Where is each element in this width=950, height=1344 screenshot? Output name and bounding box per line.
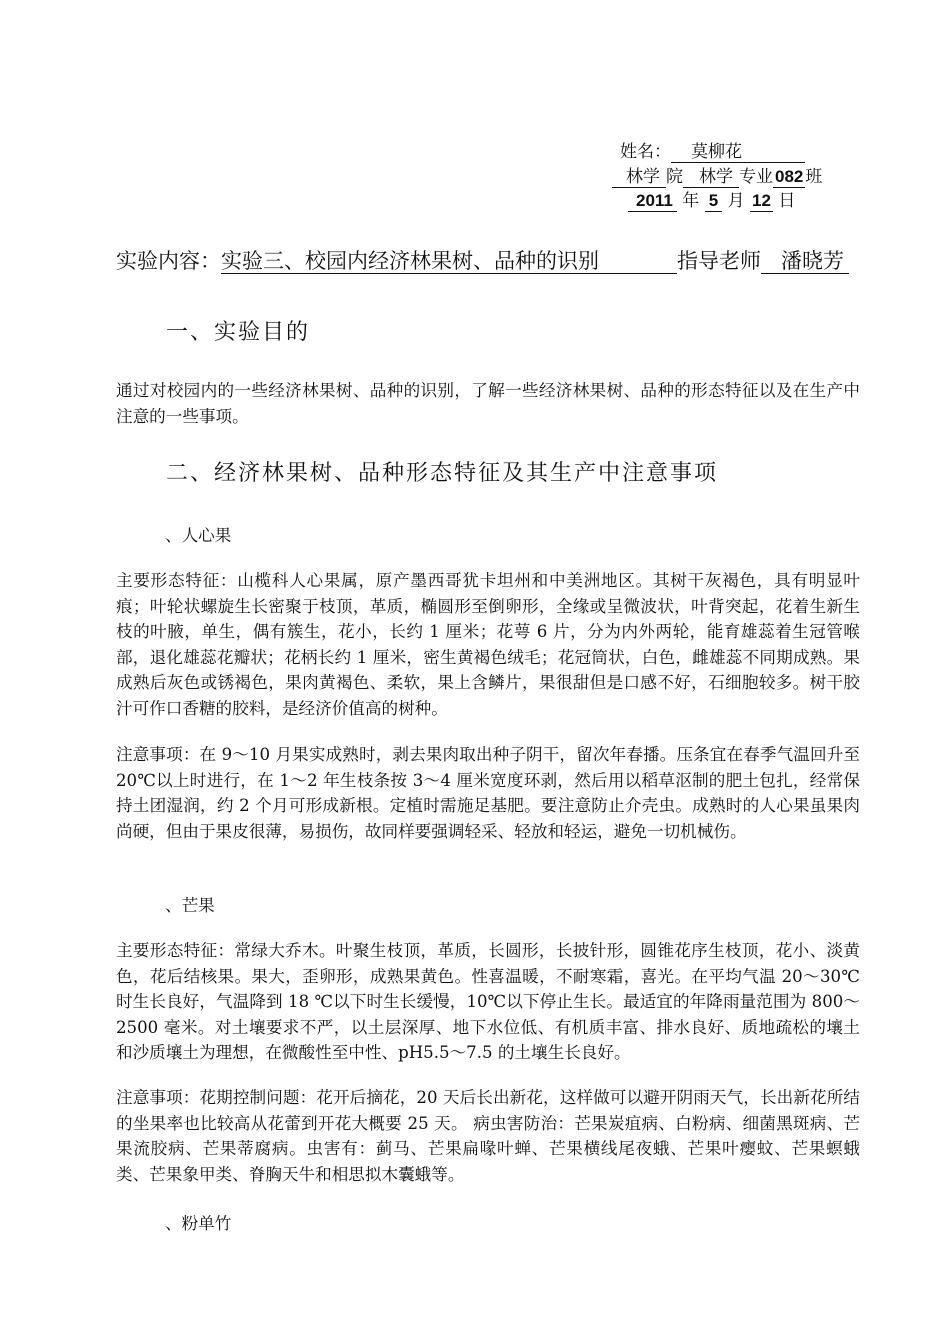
major-value: 林学 [683, 168, 739, 188]
student-name-line [620, 140, 805, 164]
sapodilla-features: 主要形态特征：山榄科人心果属，原产墨西哥犹卡坦州和中美洲地区。其树干灰褐色，具有明显叶痕；叶轮状螺旋生长密聚于枝顶，革质，椭圆形至倒卵形，全缘或呈微波状，叶背突起，花着生新生枝的叶腋，单生，偶有簇生，花小，长约 1 厘米；花萼 6 片，分为内外两轮，能育雄蕊着生冠管喉部，退化雄蕊花瓣状；花柄长约 1 厘米，密生黄褐色绒毛；花冠筒状，白色，雌雄蕊不同期成熟。果成熟后灰色或锈褐色，果肉黄褐色、柔软，果上含鳞片，果很甜但是口感不好，石细胞较多。树干胶汁可作口香糖的胶料，是经济价值高的树种。 [116, 571, 860, 718]
section-heading-purpose: 一、实验目的 [166, 320, 311, 345]
item-title-sapodilla: 、人心果 [165, 526, 232, 545]
teacher-name: 潘晓芳 [761, 250, 849, 274]
college-major-line [612, 165, 822, 189]
teacher-label: 指导老师 [677, 249, 761, 273]
name-label: 姓名： [620, 142, 671, 162]
experiment-line [116, 246, 849, 276]
date-day: 12 [751, 191, 771, 210]
student-name: 莫柳花 [671, 143, 805, 163]
mango-features: 主要形态特征：常绿大乔木。叶聚生枝顶，革质，长圆形，长披针形，圆锥花序生枝顶，花小、淡黄色，花后结核果。果大，歪卵形，成熟果黄色。性喜温暖，不耐寒霜，喜光。在平均气温 20～30℃时生长良好，气温降到 18 ℃以下时生长缓慢，10℃以下停止生长。最适宜的年降雨量范围为 800～2500 毫米。对土壤要求不严，以土层深厚、地下水位低、有机质丰富、排水良好、质地疏松的壤土和沙质壤土为理想，在微酸性至中性、pH5.5～7.5 的土壤生长良好。 [116, 941, 860, 1063]
major-suffix: 专业 [739, 167, 773, 187]
class-suffix: 班 [805, 167, 823, 187]
date-month: 5 [705, 192, 722, 212]
day-suffix: 日 [778, 191, 796, 211]
section-heading-characteristics: 二、经济林果树、品种形态特征及其生产中注意事项 [166, 461, 719, 486]
experiment-content: 实验三、校园内经济林果树、品种的识别 [221, 250, 677, 274]
class-number: 082 [775, 167, 804, 186]
college-suffix: 院 [666, 167, 683, 187]
sapodilla-notes: 注意事项：在 9～10 月果实成熟时，剥去果肉取出种子阴干，留次年春播。压条宜在春季气温回升至 20℃以上时进行，在 1～2 年生枝条按 3～4 厘米宽度环剥，然后用以稻草沤制的肥土包扎，经常保持土团湿润，约 2 个月可形成新根。定植时需施足基肥。要注意防止介壳虫。成熟时的人心果虽果肉尚硬，但由于果皮很薄，易损伤，故同样要强调轻采、轻放和轻运，避免一切机械伤。 [116, 745, 860, 841]
experiment-label: 实验内容： [116, 249, 221, 273]
date-line [628, 189, 795, 213]
college-value: 林学 [612, 168, 666, 188]
date-year: 2011 [628, 192, 677, 212]
month-suffix: 月 [727, 191, 745, 211]
item-title-mango: 、芒果 [165, 896, 215, 915]
year-suffix: 年 [682, 191, 700, 211]
purpose-paragraph: 通过对校园内的一些经济林果树、品种的识别，了解一些经济林果树、品种的形态特征以及在生产中注意的一些事项。 [116, 381, 860, 426]
item-title-bamboo: 、粉单竹 [165, 1214, 232, 1233]
mango-notes: 注意事项：花期控制问题：花开后摘花，20 天后长出新花，这样做可以避开阴雨天气，长出新花所结的坐果率也比较高从花蕾到开花大概要 25 天。 病虫害防治：芒果炭疽病、白粉病、细菌黑斑病、芒果流胶病、芒果蒂腐病。虫害有：蓟马、芒果扁喙叶蝉、芒果横线尾夜蛾、芒果叶瘿蚊、芒果螟蛾类、芒果象甲类、脊胸天牛和相思拟木囊蛾等。 [116, 1088, 860, 1184]
